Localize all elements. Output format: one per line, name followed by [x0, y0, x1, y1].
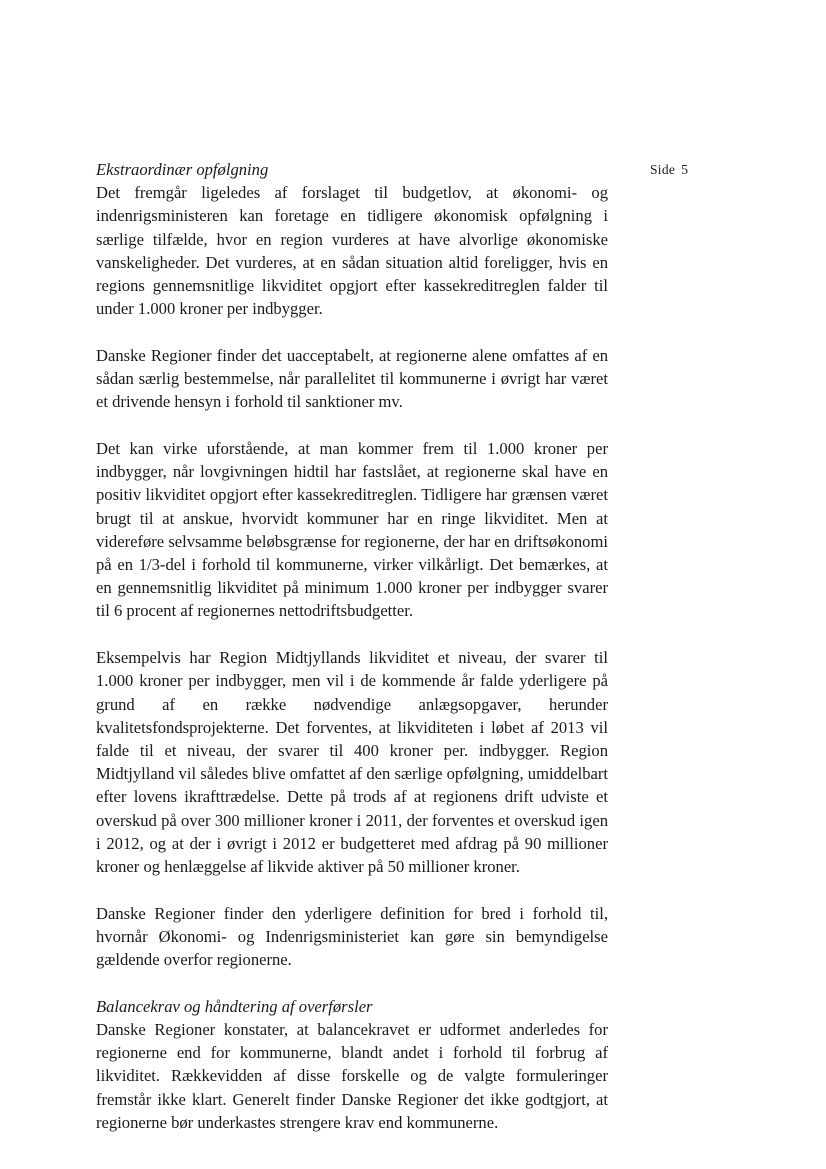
body-paragraph: Danske Regioner finder det uacceptabelt, at regionerne alene omfattes af en sådan særlig bestemmelse, når parallelitet til kommunerne i øvrigt har været et drivende hensyn i forhold til sanktioner mv.: [96, 345, 608, 412]
body-paragraph: Eksempelvis har Region Midtjyllands likviditet et niveau, der svarer til 1.000 kroner per indbygger, men vil i de kommende år falde yderligere på grund af en række nødvendige anlægsopgaver, herunder kvalitetsfondsprojekterne. Det forventes, at likviditeten i løbet af 2013 vil falde til et niveau, der svarer til 400 kroner per. indbygger. Region Midtjylland vil således blive omfattet af den særlige opfølgning, umiddelbart efter lovens ikrafttrædelse. Dette på trods af at regionens drift udviste et overskud på over 300 millioner kroner i 2011, der forventes et overskud igen i 2012, og at der i øvrigt i 2012 er budgetteret med afdrag på 90 millioner kroner og henlæggelse af likvide aktiver på 50 millioner kroner.: [96, 648, 608, 876]
section-balance-requirement: [96, 995, 608, 1134]
section-heading: Balancekrav og håndtering af overførsler: [96, 996, 373, 1016]
page-number: [650, 162, 688, 178]
body-paragraph: Det fremgår ligeledes af forslaget til budgetlov, at økonomi- og indenrigsministeren kan foretage en tidligere økonomisk opfølgning i særlige tilfælde, hvor en region vurderes at have alvorlige økonomiske vanskeligheder. Det vurderes, at en sådan situation altid foreligger, hvis en regions gennemsnitlige likviditet opgjort efter kassekreditreglen falder til under 1.000 kroner per indbygger.: [96, 183, 608, 319]
document-body: [96, 158, 608, 1134]
section-heading: Ekstraordinær opfølgning: [96, 160, 269, 179]
body-paragraph: Danske Regioner konstater, at balancekravet er udformet anderledes for regionerne end for kommunerne, blandt andet i forhold til forbrug af likviditet. Rækkevidden af disse forskelle og de valgte formuleringer fremstår ikke klart. Generelt finder Danske Regioner det ikke godtgjort, at regionerne bør underkastes strengere krav end kommunerne.: [96, 1020, 608, 1132]
section-extraordinary-followup: [96, 158, 608, 971]
body-paragraph: Danske Regioner finder den yderligere definition for bred i forhold til, hvornår Økonomi- og Indenrigsministeriet kan gøre sin bemyndigelse gældende overfor regionerne.: [96, 903, 608, 970]
page-number-value: 5: [681, 162, 689, 177]
body-paragraph: Det kan virke uforstående, at man kommer frem til 1.000 kroner per indbygger, når lovgivningen hidtil har fastslået, at regionerne skal have en positiv likviditet opgjort efter kassekreditreglen. Tidligere har grænsen været brugt til at anskue, hvorvidt kommuner har en ringe likviditet. Men at videreføre selvsamme beløbsgrænse for regionerne, der har en driftsøkonomi på en 1/3-del i forhold til kommunerne, virker vilkårligt. Det bemærkes, at en gennemsnitlig likviditet på minimum 1.000 kroner per indbygger svarer til 6 procent af regionernes nettodriftsbudgetter.: [96, 439, 608, 621]
page-number-label: Side: [650, 162, 676, 177]
